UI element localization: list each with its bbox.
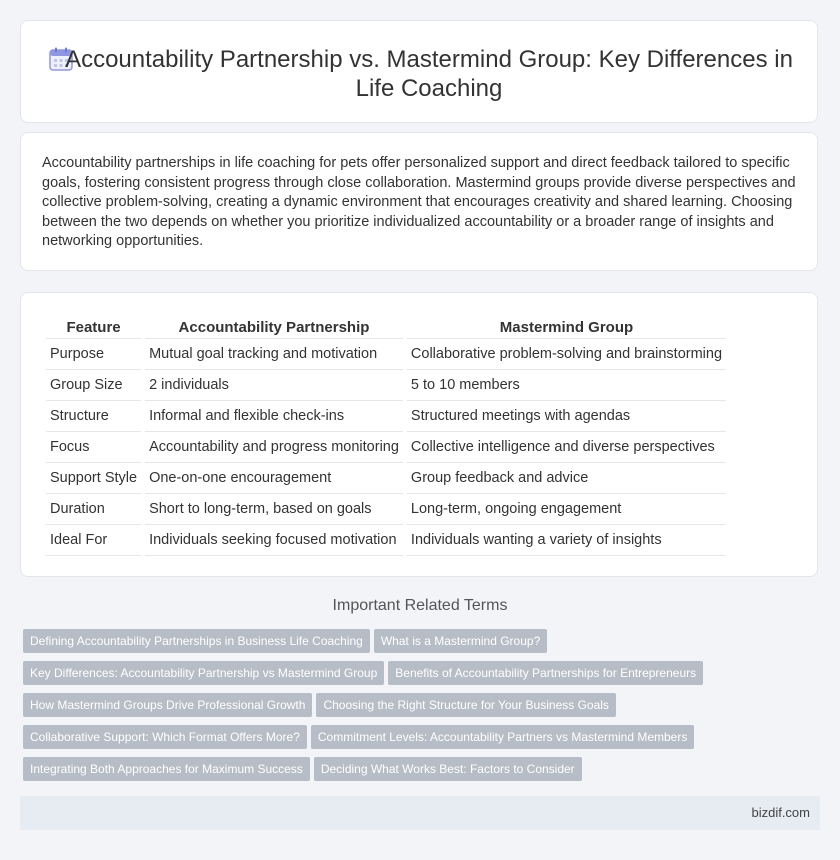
table-cell: Duration (46, 494, 141, 525)
related-term-link[interactable]: What is a Mastermind Group? (374, 629, 547, 653)
related-term-link[interactable]: Choosing the Right Structure for Your Business Goals (316, 693, 616, 717)
table-cell: 2 individuals (145, 370, 403, 401)
table-cell: Purpose (46, 339, 141, 370)
table-cell: Short to long-term, based on goals (145, 494, 403, 525)
table-cell: Individuals wanting a variety of insights (407, 525, 726, 556)
table-row (46, 370, 726, 401)
table-cell: Group Size (46, 370, 141, 401)
table-cell: Collaborative problem-solving and brainstorming (407, 339, 726, 370)
related-terms-list (23, 629, 783, 789)
footer-site[interactable]: bizdif.com (751, 805, 810, 820)
table-cell: Long-term, ongoing engagement (407, 494, 726, 525)
table-cell: Ideal For (46, 525, 141, 556)
intro-card (20, 132, 818, 271)
table-cell: Individuals seeking focused motivation (145, 525, 403, 556)
header-feature: Feature (46, 314, 141, 339)
intro-text: Accountability partnerships in life coaching for pets offer personalized support and direct feedback tailored to specific goals, fostering consistent progress through close collaboration. Mastermind groups provide diverse perspectives and collective problem-solving, creating a dynamic environment that encourages creativity and shared learning. Choosing between the two depends on whether you prioritize individualized accountability or a broader range of insights and networking opportunities. (42, 155, 796, 250)
table-row (46, 401, 726, 432)
table-cell: One-on-one encouragement (145, 463, 403, 494)
related-term-link[interactable]: Benefits of Accountability Partnerships for Entrepreneurs (388, 661, 703, 685)
related-term-link[interactable]: Deciding What Works Best: Factors to Consider (314, 757, 582, 781)
related-term-link[interactable]: Commitment Levels: Accountability Partners vs Mastermind Members (311, 725, 694, 749)
related-term-link[interactable]: Collaborative Support: Which Format Offers More? (23, 725, 307, 749)
related-term-link[interactable]: Integrating Both Approaches for Maximum Success (23, 757, 310, 781)
table-row (46, 525, 726, 556)
table-header-row (46, 314, 726, 339)
table-cell: Collective intelligence and diverse perspectives (407, 432, 726, 463)
related-term-link[interactable]: How Mastermind Groups Drive Professional Growth (23, 693, 312, 717)
related-term-link[interactable]: Defining Accountability Partnerships in Business Life Coaching (23, 629, 370, 653)
header-mastermind: Mastermind Group (407, 314, 726, 339)
table-cell: Structured meetings with agendas (407, 401, 726, 432)
comparison-card (20, 292, 818, 577)
related-terms-title: Important Related Terms (332, 597, 508, 614)
table-row (46, 494, 726, 525)
table-cell: Accountability and progress monitoring (145, 432, 403, 463)
table-cell: Mutual goal tracking and motivation (145, 339, 403, 370)
table-cell: 5 to 10 members (407, 370, 726, 401)
page-title: Accountability Partnership vs. Mastermind Group: Key Differences in Life Coaching (65, 46, 793, 102)
table-cell: Group feedback and advice (407, 463, 726, 494)
comparison-table (42, 314, 730, 556)
footer (20, 796, 820, 830)
table-cell: Focus (46, 432, 141, 463)
table-row (46, 339, 726, 370)
table-row (46, 432, 726, 463)
table-cell: Support Style (46, 463, 141, 494)
header-card (20, 20, 818, 123)
table-row (46, 463, 726, 494)
header-accountability: Accountability Partnership (145, 314, 403, 339)
related-term-link[interactable]: Key Differences: Accountability Partnership vs Mastermind Group (23, 661, 384, 685)
table-cell: Structure (46, 401, 141, 432)
table-cell: Informal and flexible check-ins (145, 401, 403, 432)
